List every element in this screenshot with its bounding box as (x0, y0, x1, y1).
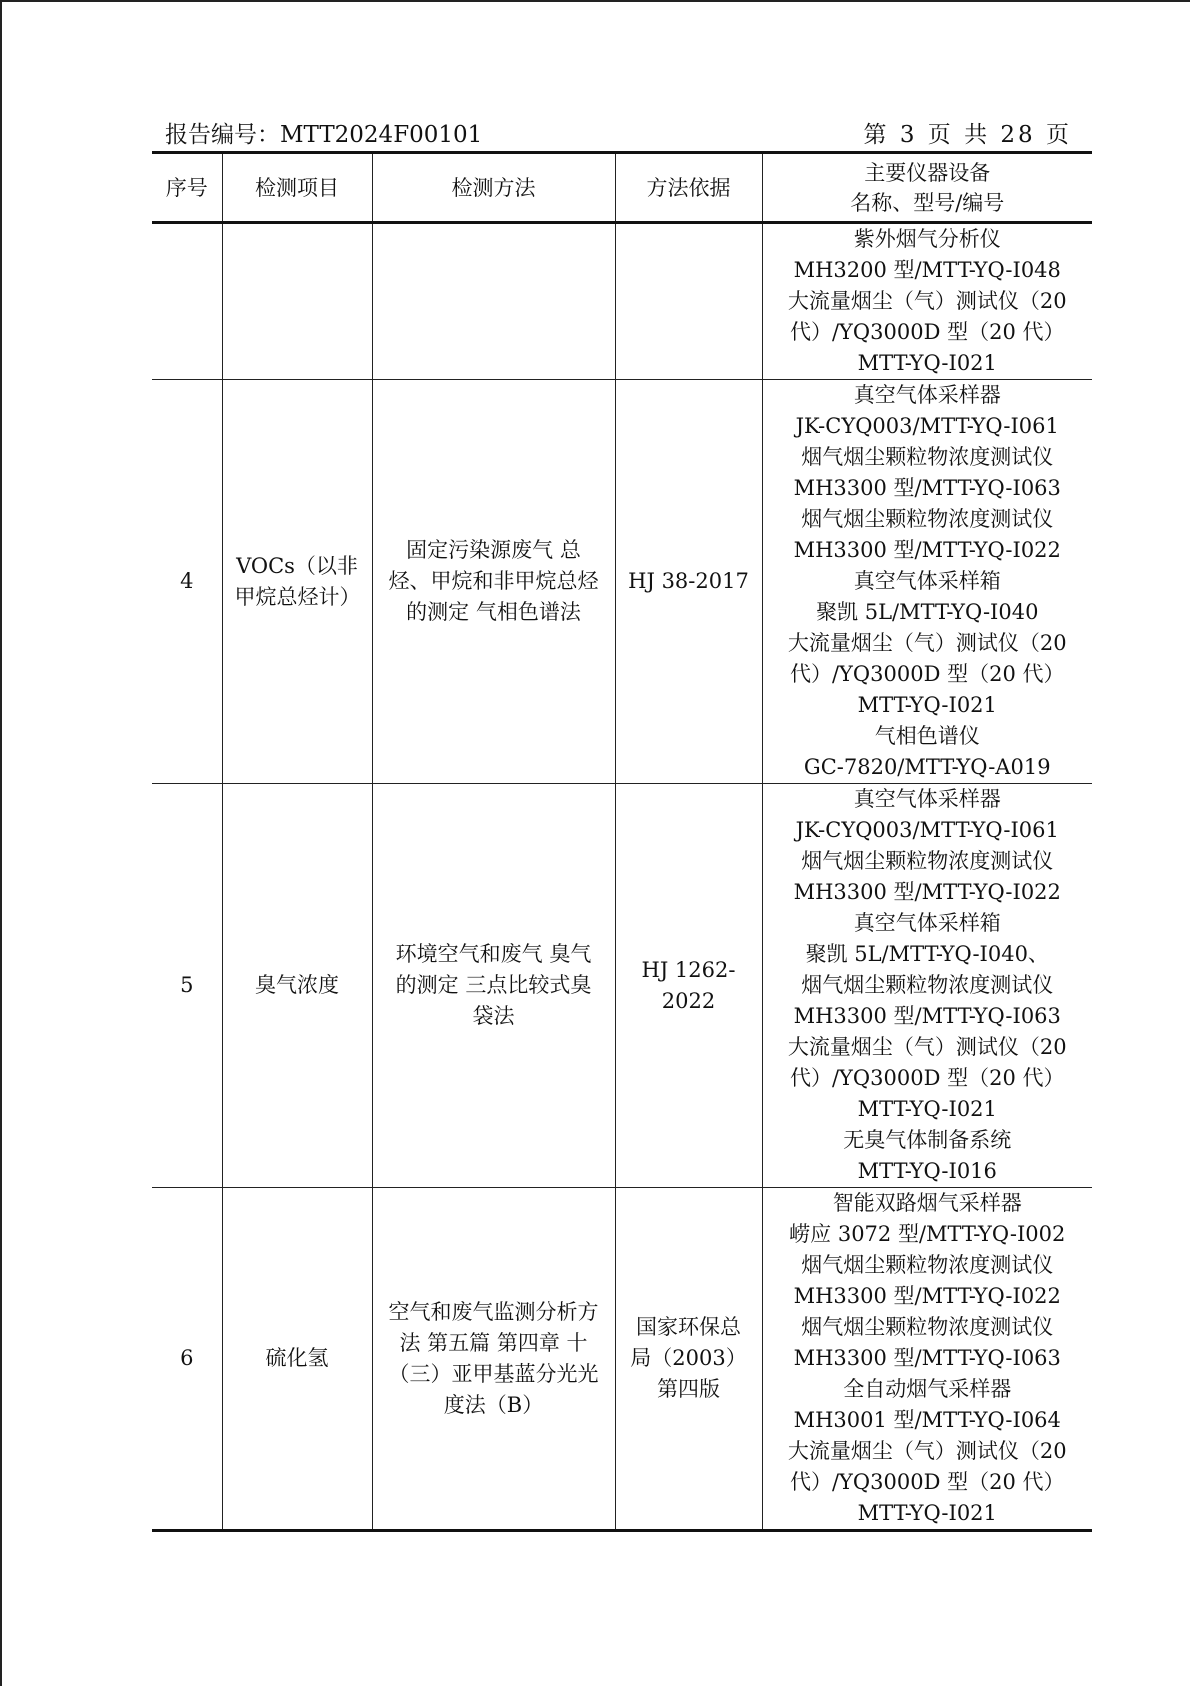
table-body (152, 223, 1092, 1531)
equipment-line: 真空气体采样器 (853, 383, 1001, 407)
equipment-line: JK-CYQ003/MTT-YQ-I061 (795, 414, 1059, 438)
cell-basis (615, 380, 762, 784)
cell-method-text: 空气和废气监测分析方法 第五篇 第四章 十（三）亚甲基蓝分光光度法（B） (388, 1299, 599, 1417)
equipment-line: 大流量烟尘（气）测试仪（20 (787, 289, 1067, 313)
column-header-no: 序号 (152, 153, 222, 223)
equipment-line: 大流量烟尘（气）测试仪（20 (787, 631, 1067, 655)
report-number: 报告编号：MTT2024F00101 (165, 122, 483, 148)
equipment-line: MH3300 型/MTT-YQ-I063 (793, 476, 1061, 500)
equipment-line: MH3300 型/MTT-YQ-I022 (793, 538, 1061, 562)
equipment-line: MH3300 型/MTT-YQ-I022 (793, 880, 1061, 904)
page-number: 第 3 页 共 28 页 (863, 122, 1072, 148)
cell-basis (615, 223, 762, 380)
equipment-line: GC-7820/MTT-YQ-A019 (803, 755, 1051, 779)
cell-item (222, 1188, 372, 1531)
equipment-line: 真空气体采样箱 (853, 911, 1001, 935)
equipment-table-container (152, 151, 1092, 1532)
cell-item-text: VOCs（以非甲烷总烃计） (234, 553, 361, 609)
cell-method-text: 固定污染源废气 总烃、甲烷和非甲烷总烃的测定 气相色谱法 (388, 538, 599, 624)
cell-basis-text: 国家环保总局（2003）第四版 (630, 1315, 747, 1401)
cell-item (222, 784, 372, 1188)
equipment-line: 烟气烟尘颗粒物浓度测试仪 (801, 1253, 1054, 1277)
cell-item-text: 硫化氢 (265, 1346, 329, 1370)
equipment-line: 紫外烟气分析仪 (853, 227, 1001, 251)
cell-item (222, 223, 372, 380)
equipment-line: MTT-YQ-I021 (857, 693, 997, 717)
equipment-line: 烟气烟尘颗粒物浓度测试仪 (801, 849, 1054, 873)
equipment-line: 崂应 3072 型/MTT-YQ-I002 (789, 1222, 1066, 1246)
equipment-line: MH3300 型/MTT-YQ-I063 (793, 1346, 1061, 1370)
cell-equipment (762, 1188, 1092, 1531)
equipment-line: 大流量烟尘（气）测试仪（20 (787, 1035, 1067, 1059)
cell-no (152, 380, 222, 784)
column-header-item: 检测项目 (222, 153, 372, 223)
equipment-line: 气相色谱仪 (874, 724, 980, 748)
equipment-line: MTT-YQ-I021 (857, 1097, 997, 1121)
equipment-line: MH3200 型/MTT-YQ-I048 (793, 258, 1061, 282)
cell-item-text: 臭气浓度 (255, 973, 339, 997)
page-header (165, 120, 1072, 150)
equipment-line: MTT-YQ-I016 (857, 1159, 997, 1183)
cell-basis (615, 1188, 762, 1531)
cell-no-text: 6 (180, 1346, 194, 1370)
equipment-line: 聚凯 5L/MTT-YQ-I040 (816, 600, 1039, 624)
cell-no (152, 223, 222, 380)
equipment-line: 代）/YQ3000D 型（20 代） (789, 1470, 1065, 1494)
equipment-line: 聚凯 5L/MTT-YQ-I040、 (805, 942, 1049, 966)
column-header-equipment: 主要仪器设备 名称、型号/编号 (762, 153, 1092, 223)
cell-basis (615, 784, 762, 1188)
cell-no (152, 784, 222, 1188)
equipment-line: 智能双路烟气采样器 (832, 1191, 1022, 1215)
page-top-edge (0, 0, 1190, 2)
equipment-line: 烟气烟尘颗粒物浓度测试仪 (801, 507, 1054, 531)
cell-method-text: 环境空气和废气 臭气的测定 三点比较式臭袋法 (395, 942, 592, 1028)
cell-item (222, 380, 372, 784)
column-header-method: 检测方法 (372, 153, 615, 223)
table-row (152, 223, 1092, 380)
cell-no-text: 5 (180, 973, 194, 997)
cell-no (152, 1188, 222, 1531)
page-left-edge (0, 0, 2, 1686)
cell-equipment (762, 223, 1092, 380)
cell-basis-text: HJ 1262-2022 (641, 957, 736, 1013)
table-row (152, 784, 1092, 1188)
equipment-line: 大流量烟尘（气）测试仪（20 (787, 1439, 1067, 1463)
equipment-line: 烟气烟尘颗粒物浓度测试仪 (801, 973, 1054, 997)
equipment-line: 真空气体采样器 (853, 787, 1001, 811)
table-row (152, 380, 1092, 784)
equipment-line: MH3300 型/MTT-YQ-I063 (793, 1004, 1061, 1028)
equipment-table (152, 151, 1092, 1532)
cell-method (372, 223, 615, 380)
equipment-line: MH3300 型/MTT-YQ-I022 (793, 1284, 1061, 1308)
cell-basis-text: HJ 38-2017 (628, 569, 749, 593)
cell-method (372, 380, 615, 784)
cell-equipment (762, 380, 1092, 784)
equipment-line: MTT-YQ-I021 (857, 351, 997, 375)
cell-method (372, 1188, 615, 1531)
equipment-line: MTT-YQ-I021 (857, 1501, 997, 1525)
equipment-line: 代）/YQ3000D 型（20 代） (789, 320, 1065, 344)
cell-equipment (762, 784, 1092, 1188)
cell-no-text: 4 (180, 569, 194, 593)
table-row (152, 1188, 1092, 1531)
equipment-line: 烟气烟尘颗粒物浓度测试仪 (801, 445, 1054, 469)
cell-method (372, 784, 615, 1188)
column-header-basis: 方法依据 (615, 153, 762, 223)
equipment-line: 真空气体采样箱 (853, 569, 1001, 593)
equipment-line: 代）/YQ3000D 型（20 代） (789, 1066, 1065, 1090)
equipment-line: 无臭气体制备系统 (843, 1128, 1012, 1152)
equipment-line: MH3001 型/MTT-YQ-I064 (793, 1408, 1061, 1432)
equipment-line: 烟气烟尘颗粒物浓度测试仪 (801, 1315, 1054, 1339)
equipment-line: 代）/YQ3000D 型（20 代） (789, 662, 1065, 686)
equipment-line: JK-CYQ003/MTT-YQ-I061 (795, 818, 1059, 842)
table-header-row (152, 153, 1092, 223)
equipment-line: 全自动烟气采样器 (843, 1377, 1012, 1401)
